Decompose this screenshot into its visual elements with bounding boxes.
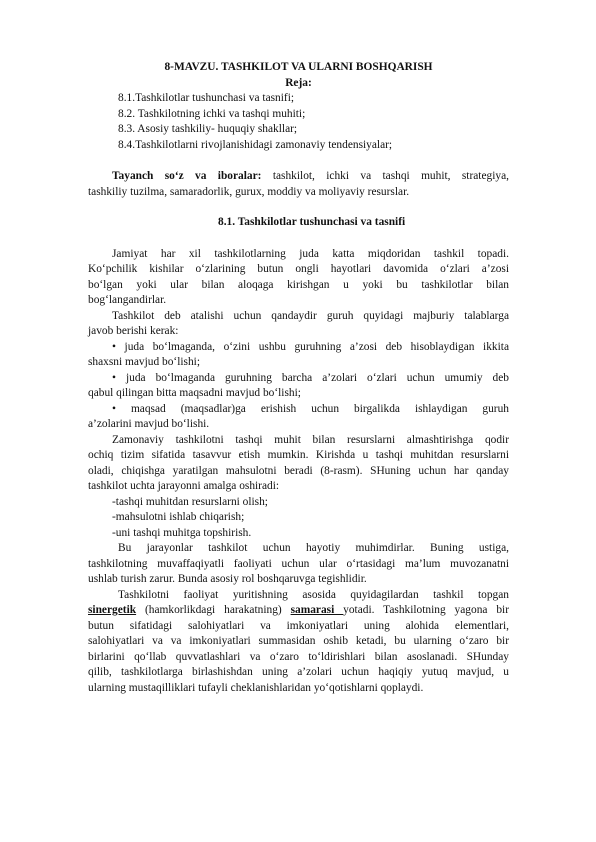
effect-term: samarasi <box>290 604 344 616</box>
plan-item: 8.3. Asosiy tashkiliy- huquqiy shakllar; <box>118 123 298 135</box>
paragraph-line: qilib, tashkilotlarga birlashishdan uning a’zolari uchun haqiqiy yutuq mavjud, u <box>88 666 509 678</box>
paragraph-line: Bu jarayonlar tashkilot uchun hayotiy muhimdirlar. Buning ustiga, <box>118 542 509 554</box>
paragraph-line: tashkilotning muvaffaqiyatli faoliyati uchun ular o‘rtasidagi ma’lum muvozanatni <box>88 558 509 570</box>
paragraph-line: ularning mustaqilliklari tufayli cheklanishlaridan yo‘qotishlarni qoplaydi. <box>88 682 424 694</box>
paragraph-line: ushlab turish zarur. Bunda asosiy rol boshqaruvga tegishlidir. <box>88 573 367 585</box>
plan-item: 8.4.Tashkilotlarni rivojlanishidagi zamonaviy tendensiyalar; <box>118 139 393 151</box>
synergy-middle: (hamkorlikdagi harakatning) <box>136 604 291 616</box>
paragraph-line: tashkilot uchta jarayonni amalga oshiradi: <box>88 480 280 492</box>
list-item: -tashqi muhitdan resurslarni olish; <box>112 496 268 508</box>
paragraph-line: oladi, chiqishga yaratilgan mahsulotni beradi (8-rasm). SHuning uchun har qanday <box>88 465 509 477</box>
bullet-line: a’zolarini mavjud bo‘lishi. <box>88 418 210 430</box>
keywords-text: tashkilot, ichki va tashqi muhit, strategiya, <box>261 170 509 182</box>
bullet-line: • juda bo‘lmaganda, o‘zini ushbu guruhning a’zosi deb hisoblaydigan ikkita <box>112 341 509 353</box>
paragraph-line: Ko‘pchilik kishilar o‘zlarining butun ongli hayotlari davomida o‘zlari a’zosi <box>88 263 509 275</box>
bullet-line: • juda bo‘lmaganda guruhning barcha a’zolari o‘zlari uchun umumiy deb <box>112 372 509 384</box>
keywords-label: Tayanch so‘z va iboralar: <box>112 170 262 182</box>
paragraph-line: butun sifatidagi salohiyatlari va imkoniyatlari uning alohida elementlari, <box>88 620 509 632</box>
plan-heading: Reja: <box>285 77 312 89</box>
plan-item: 8.2. Tashkilotning ichki va tashqi muhiti; <box>118 108 306 120</box>
bullet-line: • maqsad (maqsadlar)ga erishish uchun birgalikda ishlaydigan guruh <box>112 403 509 415</box>
document-title: 8-MAVZU. TASHKILOT VA ULARNI BOSHQARISH <box>164 61 433 73</box>
section-title: 8.1. Tashkilotlar tushunchasi va tasnifi <box>218 216 406 228</box>
keywords-line-2: tashkiliy tuzilma, samaradorlik, gurux, moddiy va moliyaviy resurslar. <box>88 186 410 198</box>
paragraph-line: salohiyatlari va va imkoniyatlari summasidan oshib ketadi, bu ularning o‘zaro bir <box>88 635 509 647</box>
list-item: -mahsulotni ishlab chiqarish; <box>112 511 245 523</box>
keywords-line <box>112 169 509 185</box>
list-item: -uni tashqi muhitga topshirish. <box>112 527 252 539</box>
paragraph-line: bo‘lgan yoki ular bilan aloqaga kirishgan u yoki bu tashkilotlar bilan <box>88 279 509 291</box>
paragraph-line: javob berishi kerak: <box>88 325 179 337</box>
bullet-line: qabul qilingan bitta maqsadni mavjud bo‘lishi; <box>88 387 301 399</box>
paragraph-line: Tashkilot deb atalishi uchun qandaydir guruh quyidagi majburiy talablarga <box>112 310 509 322</box>
paragraph-line: Jamiyat har xil tashkilotlarning juda katta miqdoridan tashkil topadi. <box>112 248 509 260</box>
synergy-term: sinergetik <box>88 604 137 616</box>
synergy-end: yotadi. Tashkilotning yagona bir <box>343 604 509 616</box>
bullet-line: shaxsni mavjud bo‘lishi; <box>88 356 201 368</box>
paragraph-line: Zamonaviy tashkilotni tashqi muhit bilan resurslarni almashtirishga qodir <box>112 434 509 446</box>
plan-item: 8.1.Tashkilotlar tushunchasi va tasnifi; <box>118 92 295 104</box>
paragraph-line: birlarini qo‘llab quvvatlashlari va o‘zaro to‘ldirishlari bilan asoslanadi. SHunday <box>88 651 509 663</box>
paragraph-line: Tashkilotni faoliyat yuritishning asosida quyidagilardan tashkil topgan <box>118 589 509 601</box>
paragraph-line: bog‘langandirlar. <box>88 294 167 306</box>
synergy-line <box>88 603 509 619</box>
paragraph-line: ochiq tizim sifatida tasavvur etish mumkin. Kirishda u tashqi muhitdan resurslarni <box>88 449 509 461</box>
